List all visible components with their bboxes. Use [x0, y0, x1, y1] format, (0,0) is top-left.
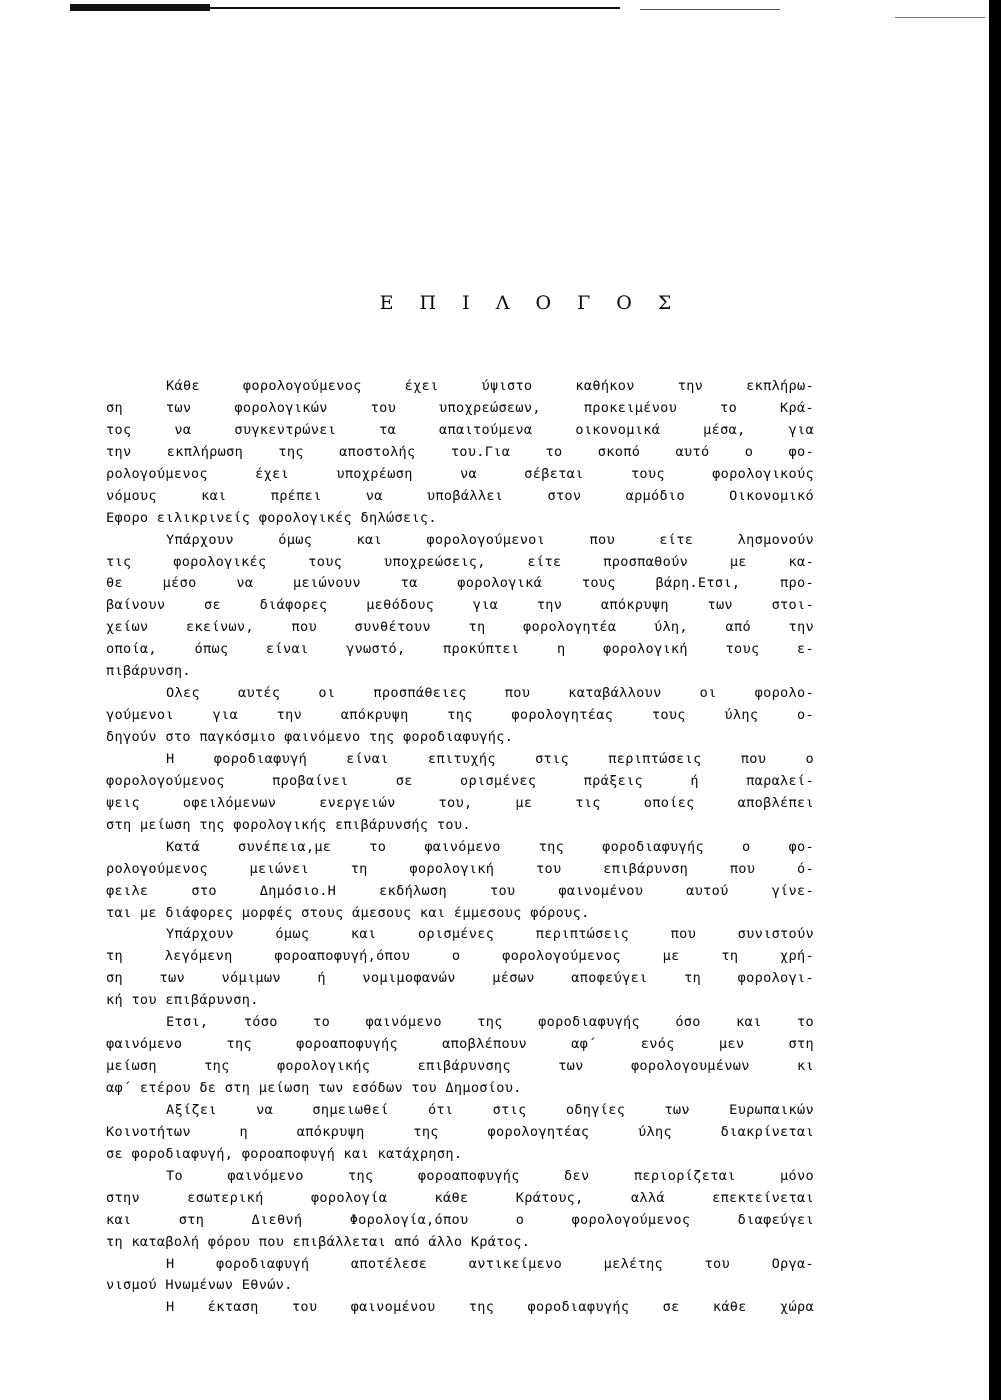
text-line: Η έκταση του φαινομένου της φοροδιαφυγής σε κάθε χώρα	[166, 1299, 814, 1316]
text-line: φαινόμενο της φοροαποφυγής αποβλέπουν αφ΄ ενός μεν στη	[106, 1036, 814, 1053]
text-line: Αξίζει να σημειωθεί ότι στις οδηγίες των Ευρωπαικών	[166, 1101, 814, 1118]
text-line: Κοινοτήτων η απόκρυψη της φορολογητέας ύλης διακρίνεται	[106, 1123, 814, 1140]
text-line: Η φοροδιαφυγή αποτέλεσε αντικείμενο μελέτης του Οργα-	[166, 1255, 814, 1272]
text-line: δηγούν στο παγκόσμιο φαινόμενο της φοροδιαφυγής.	[106, 729, 514, 745]
text-line: Κάθε φορολογούμενος έχει ύψιστο καθήκον την εκπλήρω-	[166, 378, 814, 394]
text-line: Κατά συνέπεια,με το φαινόμενο της φοροδιαφυγής ο φο-	[166, 838, 814, 855]
text-line: Το φαινόμενο της φοροαποφυγής δεν περιορίζεται μόνο	[166, 1167, 814, 1184]
text-line: χείων εκείνων, που συνθέτουν τη φορολογητέα ύλη, από την	[106, 619, 814, 636]
text-line: πιβάρυνση.	[106, 663, 191, 680]
text-line: τος να συγκεντρώνει τα απαιτούμενα οικονομικά μέσα, για	[106, 421, 814, 438]
text-line: οποία, όπως είναι γνωστό, προκύπτει η φορολογική τους ε-	[106, 641, 814, 658]
scan-artifact	[640, 9, 780, 10]
text-line: μείωση της φορολογικής επιβάρυνσης των φορολογουμένων κι	[106, 1058, 814, 1075]
text-line: φειλε στο Δημόσιο.Η εκδήλωση του φαινομένου αυτού γίνε-	[106, 882, 814, 899]
text-line: κή του επιβάρυνση.	[106, 992, 259, 1009]
text-line: βαίνουν σε διάφορες μεθόδους για την απόκρυψη των στοι-	[106, 597, 814, 614]
text-line: γούμενοι για την απόκρυψη της φορολογητέας τους ύλης ο-	[106, 707, 814, 724]
text-line: Υπάρχουν όμως και φορολογούμενοι που είτε λησμονούν	[166, 531, 814, 548]
text-line: στη μείωση της φορολογικής επιβάρυνσής του.	[106, 816, 471, 833]
text-line: ψεις οφειλόμενων ενεργειών του, με τις οποίες αποβλέπει	[106, 794, 814, 811]
text-line: ση των φορολογικών του υποχρεώσεων, προκειμένου το Κρά-	[106, 399, 814, 416]
body-text	[106, 376, 814, 1319]
scan-artifact	[210, 7, 620, 9]
scan-edge-bar	[989, 0, 1001, 1400]
scan-artifact	[70, 4, 210, 11]
text-line: ρολογούμενος έχει υποχρέωση να σέβεται τους φορολογικούς	[106, 465, 814, 482]
text-line: θε μέσο να μειώνουν τα φορολογικά τους βάρη.Ετσι, προ-	[106, 575, 814, 592]
text-line: ρολογούμενος μειώνει τη φορολογική του επιβάρυνση που ό-	[106, 860, 814, 877]
text-line: φορολογούμενος προβαίνει σε ορισμένες πράξεις ή παραλεί-	[106, 772, 814, 789]
text-line: και στη Διεθνή Φορολογία,όπου ο φορολογούμενος διαφεύγει	[106, 1211, 814, 1228]
page-heading: Ε Π Ι Λ Ο Γ Ο Σ	[379, 292, 682, 314]
text-line: Ολες αυτές οι προσπάθειες που καταβάλλουν οι φορολο-	[166, 685, 814, 702]
text-line: Ετσι, τόσο το φαινόμενο της φοροδιαφυγής όσο και το	[166, 1014, 814, 1031]
text-line: νόμους και πρέπει να υποβάλλει στον αρμόδιο Οικονομικό	[106, 487, 814, 504]
text-line: νισμού Ηνωμένων Εθνών.	[106, 1277, 293, 1294]
text-line: ται με διάφορες μορφές στους άμεσους και έμμεσους φόρους.	[106, 904, 590, 921]
scan-artifact	[895, 17, 985, 18]
text-line: τη λεγόμενη φοροαποφυγή,όπου ο φορολογούμενος με τη χρή-	[106, 948, 814, 965]
text-line: τη καταβολή φόρου που επιβάλλεται από άλλο Κράτος.	[106, 1233, 531, 1250]
text-line: την εκπλήρωση της αποστολής του.Για το σκοπό αυτό ο φο-	[106, 443, 814, 460]
text-line: τις φορολογικές τους υποχρεώσεις, είτε προσπαθούν με κα-	[106, 553, 814, 570]
text-line: Η φοροδιαφυγή είναι επιτυχής στις περιπτώσεις που ο	[166, 750, 814, 767]
text-line: Υπάρχουν όμως και ορισμένες περιπτώσεις που συνιστούν	[166, 926, 814, 943]
text-line: σε φοροδιαφυγή, φοροαποφυγή και κατάχρηση.	[106, 1145, 463, 1162]
text-line: αφ΄ ετέρου δε στη μείωση των εσόδων του Δημοσίου.	[106, 1080, 522, 1096]
text-line: στην εσωτερική φορολογία κάθε Κράτους, αλλά επεκτείνεται	[106, 1189, 814, 1206]
text-line: Εφορο ειλικρινείς φορολογικές δηλώσεις.	[106, 509, 437, 526]
text-line: ση των νόμιμων ή νομιμοφανών μέσων αποφεύγει τη φορολογι-	[106, 970, 814, 987]
